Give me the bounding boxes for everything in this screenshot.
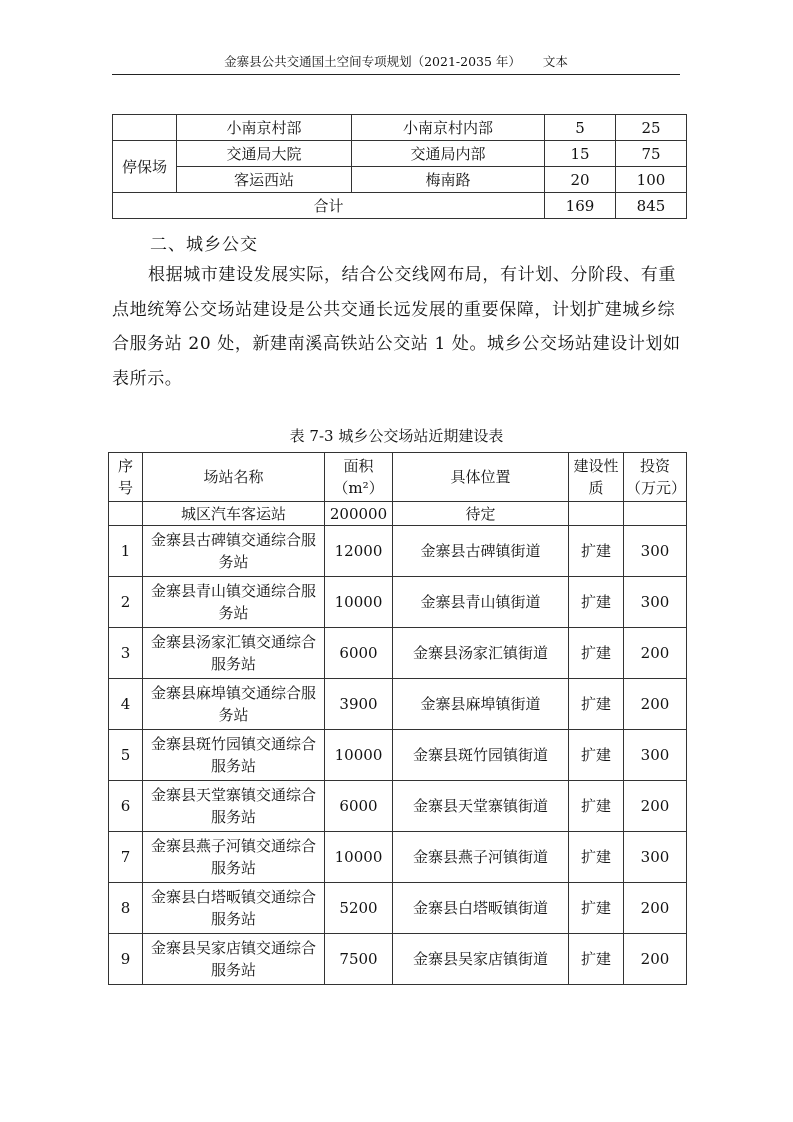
section-paragraph: 根据城市建设发展实际，结合公交线网布局，有计划、分阶段、有重点地统筹公交场站建设是公共交通长远发展的重要保障，计划扩建城乡综合服务站 20 处，新建南溪高铁站公交站 1 处。城乡公交场站建设计划如表所示。 — [112, 265, 681, 389]
no-cell — [109, 502, 143, 526]
header-name: 场站名称 — [143, 453, 325, 502]
no-cell: 8 — [109, 883, 143, 934]
count-cell: 5 — [545, 115, 616, 141]
no-cell: 3 — [109, 628, 143, 679]
area-cell: 10000 — [325, 730, 393, 781]
header-nature: 建设性质 — [569, 453, 624, 502]
area-cell: 100 — [616, 167, 687, 193]
table-row — [109, 628, 687, 679]
table-row — [109, 781, 687, 832]
page-header — [112, 52, 680, 75]
location-cell: 金寨县天堂寨镇街道 — [393, 781, 569, 832]
parking-depot-table — [112, 114, 687, 219]
nature-cell: 扩建 — [569, 577, 624, 628]
name-cell: 城区汽车客运站 — [143, 502, 325, 526]
no-cell: 6 — [109, 781, 143, 832]
location-cell: 待定 — [393, 502, 569, 526]
name-cell: 金寨县吴家店镇交通综合服务站 — [143, 934, 325, 985]
table-cell — [113, 115, 177, 141]
table-row — [109, 883, 687, 934]
investment-cell: 200 — [624, 883, 687, 934]
name-cell: 金寨县斑竹园镇交通综合服务站 — [143, 730, 325, 781]
area-cell: 6000 — [325, 781, 393, 832]
location-cell: 金寨县白塔畈镇街道 — [393, 883, 569, 934]
header-location: 具体位置 — [393, 453, 569, 502]
section-heading: 二、城乡公交 — [150, 235, 258, 255]
table-row — [109, 679, 687, 730]
investment-cell: 200 — [624, 679, 687, 730]
nature-cell: 扩建 — [569, 730, 624, 781]
table-row — [109, 502, 687, 526]
total-count-cell: 169 — [545, 193, 616, 219]
name-cell: 金寨县白塔畈镇交通综合服务站 — [143, 883, 325, 934]
investment-cell — [624, 502, 687, 526]
count-cell: 15 — [545, 141, 616, 167]
table-row — [113, 115, 687, 141]
area-cell: 10000 — [325, 577, 393, 628]
total-area-cell: 845 — [616, 193, 687, 219]
area-cell: 200000 — [325, 502, 393, 526]
table-row — [109, 934, 687, 985]
investment-cell: 300 — [624, 577, 687, 628]
header-no: 序号 — [109, 453, 143, 502]
location-cell: 金寨县古碑镇街道 — [393, 526, 569, 577]
table-row — [109, 526, 687, 577]
header-title: 金寨县公共交通国土空间专项规划（2021-2035 年） — [224, 54, 521, 69]
nature-cell: 扩建 — [569, 526, 624, 577]
nature-cell: 扩建 — [569, 781, 624, 832]
name-cell: 金寨县麻埠镇交通综合服务站 — [143, 679, 325, 730]
no-cell: 1 — [109, 526, 143, 577]
nature-cell: 扩建 — [569, 883, 624, 934]
nature-cell: 扩建 — [569, 934, 624, 985]
investment-cell: 300 — [624, 526, 687, 577]
total-row — [113, 193, 687, 219]
location-cell: 金寨县燕子河镇街道 — [393, 832, 569, 883]
investment-cell: 200 — [624, 781, 687, 832]
nature-cell: 扩建 — [569, 832, 624, 883]
header-investment: 投资（万元） — [624, 453, 687, 502]
table-row — [113, 167, 687, 193]
investment-cell: 200 — [624, 628, 687, 679]
name-cell: 金寨县燕子河镇交通综合服务站 — [143, 832, 325, 883]
nature-cell: 扩建 — [569, 628, 624, 679]
station-name-cell: 交通局大院 — [177, 141, 352, 167]
location-cell: 金寨县汤家汇镇街道 — [393, 628, 569, 679]
area-cell: 12000 — [325, 526, 393, 577]
table-row — [109, 832, 687, 883]
station-name-cell: 客运西站 — [177, 167, 352, 193]
name-cell: 金寨县青山镇交通综合服务站 — [143, 577, 325, 628]
area-cell: 10000 — [325, 832, 393, 883]
nature-cell — [569, 502, 624, 526]
name-cell: 金寨县汤家汇镇交通综合服务站 — [143, 628, 325, 679]
nature-cell: 扩建 — [569, 679, 624, 730]
area-cell: 25 — [616, 115, 687, 141]
investment-cell: 200 — [624, 934, 687, 985]
rural-bus-station-table — [108, 452, 687, 985]
location-cell: 梅南路 — [352, 167, 545, 193]
table-row — [109, 577, 687, 628]
no-cell: 5 — [109, 730, 143, 781]
count-cell: 20 — [545, 167, 616, 193]
location-cell: 金寨县麻埠镇街道 — [393, 679, 569, 730]
area-cell: 5200 — [325, 883, 393, 934]
header-area: 面积（m²） — [325, 453, 393, 502]
location-cell: 小南京村内部 — [352, 115, 545, 141]
total-label-cell: 合计 — [113, 193, 545, 219]
area-cell: 75 — [616, 141, 687, 167]
location-cell: 交通局内部 — [352, 141, 545, 167]
table-caption: 表 7-3 城乡公交场站近期建设表 — [289, 427, 504, 445]
investment-cell: 300 — [624, 730, 687, 781]
area-cell: 3900 — [325, 679, 393, 730]
area-cell: 7500 — [325, 934, 393, 985]
station-name-cell: 小南京村部 — [177, 115, 352, 141]
name-cell: 金寨县古碑镇交通综合服务站 — [143, 526, 325, 577]
location-cell: 金寨县吴家店镇街道 — [393, 934, 569, 985]
no-cell: 4 — [109, 679, 143, 730]
no-cell: 2 — [109, 577, 143, 628]
location-cell: 金寨县斑竹园镇街道 — [393, 730, 569, 781]
group-label-cell: 停保场 — [113, 141, 177, 193]
no-cell: 9 — [109, 934, 143, 985]
header-doc-type: 文本 — [542, 54, 568, 69]
investment-cell: 300 — [624, 832, 687, 883]
name-cell: 金寨县天堂寨镇交通综合服务站 — [143, 781, 325, 832]
table-row — [113, 141, 687, 167]
area-cell: 6000 — [325, 628, 393, 679]
location-cell: 金寨县青山镇街道 — [393, 577, 569, 628]
table-row — [109, 730, 687, 781]
table-header-row — [109, 453, 687, 502]
no-cell: 7 — [109, 832, 143, 883]
